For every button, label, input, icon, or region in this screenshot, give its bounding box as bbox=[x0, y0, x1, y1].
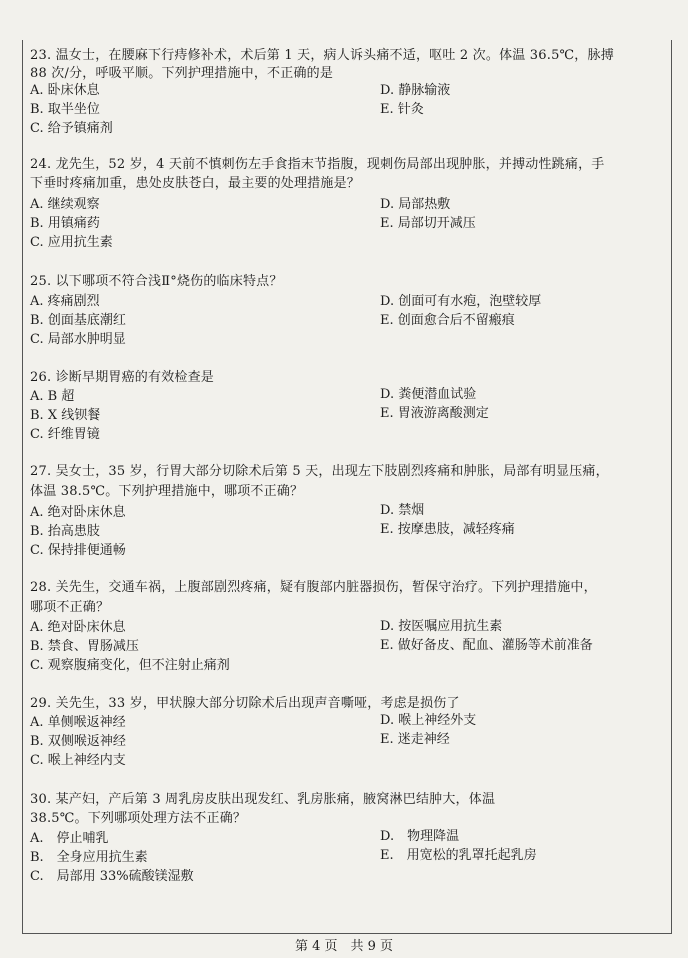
option-d: D. 粪便潜血试验 bbox=[380, 387, 477, 402]
question-text: 体温 38.5℃。下列护理措施中，哪项不正确？ bbox=[30, 484, 304, 499]
option-d: D. 按医嘱应用抗生素 bbox=[380, 619, 503, 634]
option-a: A. B 超 bbox=[30, 389, 75, 404]
question-text: 29. 关先生，33 岁，甲状腺大部分切除术后出现声音嘶哑，考虑是损伤了 bbox=[30, 696, 460, 711]
option-d: D. 物理降温 bbox=[380, 829, 460, 844]
question-text: 下垂时疼痛加重，患处皮肤苍白，最主要的处理措施是？ bbox=[30, 176, 361, 191]
option-b: B. X 线钡餐 bbox=[30, 408, 101, 423]
option-e: E. 局部切开减压 bbox=[380, 216, 476, 231]
option-a: A. 停止哺乳 bbox=[30, 831, 109, 846]
option-c: C. 局部用 33%硫酸镁湿敷 bbox=[30, 869, 194, 884]
option-a: A. 绝对卧床休息 bbox=[30, 505, 126, 520]
question-text: 25. 以下哪项不符合浅Ⅱ°烧伤的临床特点？ bbox=[30, 274, 283, 289]
option-b: B. 取半坐位 bbox=[30, 102, 100, 117]
question-text: 30. 某产妇，产后第 3 周乳房皮肤出现发红、乳房胀痛，腋窝淋巴结肿大，体温 bbox=[30, 792, 496, 807]
option-c: C. 应用抗生素 bbox=[30, 235, 113, 250]
option-c: C. 观察腹痛变化，但不注射止痛剂 bbox=[30, 658, 230, 673]
option-b: B. 创面基底潮红 bbox=[30, 313, 126, 328]
question-text: 88 次/分，呼吸平顺。下列护理措施中，不正确的是 bbox=[30, 66, 334, 81]
option-a: A. 单侧喉返神经 bbox=[30, 715, 126, 730]
option-a: A. 卧床休息 bbox=[30, 83, 100, 98]
option-b: B. 全身应用抗生素 bbox=[30, 850, 148, 865]
question-text: 27. 吴女士，35 岁，行胃大部分切除术后第 5 天，出现左下肢剧烈疼痛和肿胀，局部有明显压痛， bbox=[30, 464, 609, 479]
option-a: A. 疼痛剧烈 bbox=[30, 294, 100, 309]
option-c: C. 局部水肿明显 bbox=[30, 332, 126, 347]
option-e: E. 创面愈合后不留瘢痕 bbox=[380, 313, 515, 328]
page-footer: 第 4 页 共 9 页 bbox=[294, 939, 394, 954]
option-e: E. 按摩患肢，减轻疼痛 bbox=[380, 522, 515, 537]
question-text: 28. 关先生，交通车祸，上腹部剧烈疼痛，疑有腹部内脏器损伤，暂保守治疗。下列护理措施中， bbox=[30, 580, 597, 595]
option-b: B. 抬高患肢 bbox=[30, 524, 100, 539]
option-d: D. 创面可有水疱，泡壁较厚 bbox=[380, 294, 542, 309]
option-d: D. 喉上神经外支 bbox=[380, 713, 477, 728]
option-e: E. 用宽松的乳罩托起乳房 bbox=[380, 848, 537, 863]
option-a: A. 绝对卧床休息 bbox=[30, 620, 126, 635]
question-text: 哪项不正确？ bbox=[30, 600, 110, 615]
option-e: E. 胃液游离酸测定 bbox=[380, 406, 489, 421]
option-a: A. 继续观察 bbox=[30, 197, 100, 212]
option-e: E. 针灸 bbox=[380, 102, 424, 117]
option-c: C. 保持排便通畅 bbox=[30, 543, 126, 558]
option-b: B. 禁食、胃肠减压 bbox=[30, 639, 139, 654]
option-b: B. 双侧喉返神经 bbox=[30, 734, 126, 749]
option-d: D. 局部热敷 bbox=[380, 197, 451, 212]
option-c: C. 给予镇痛剂 bbox=[30, 121, 113, 136]
option-e: E. 迷走神经 bbox=[380, 732, 450, 747]
option-c: C. 纤维胃镜 bbox=[30, 427, 100, 442]
question-text: 24. 龙先生，52 岁，4 天前不慎刺伤左手食指末节指腹，现刺伤局部出现肿胀，并搏动性跳痛，手 bbox=[30, 157, 605, 172]
question-text: 23. 温女士，在腰麻下行痔修补术，术后第 1 天，病人诉头痛不适，呕吐 2 次。体温 36.5℃，脉搏 bbox=[30, 48, 614, 63]
question-text: 38.5℃。下列哪项处理方法不正确？ bbox=[30, 811, 247, 826]
option-b: B. 用镇痛药 bbox=[30, 216, 100, 231]
question-text: 26. 诊断早期胃癌的有效检查是 bbox=[30, 370, 215, 385]
option-d: D. 禁烟 bbox=[380, 503, 425, 518]
option-d: D. 静脉输液 bbox=[380, 83, 451, 98]
option-c: C. 喉上神经内支 bbox=[30, 753, 126, 768]
option-e: E. 做好备皮、配血、灌肠等术前准备 bbox=[380, 638, 593, 653]
